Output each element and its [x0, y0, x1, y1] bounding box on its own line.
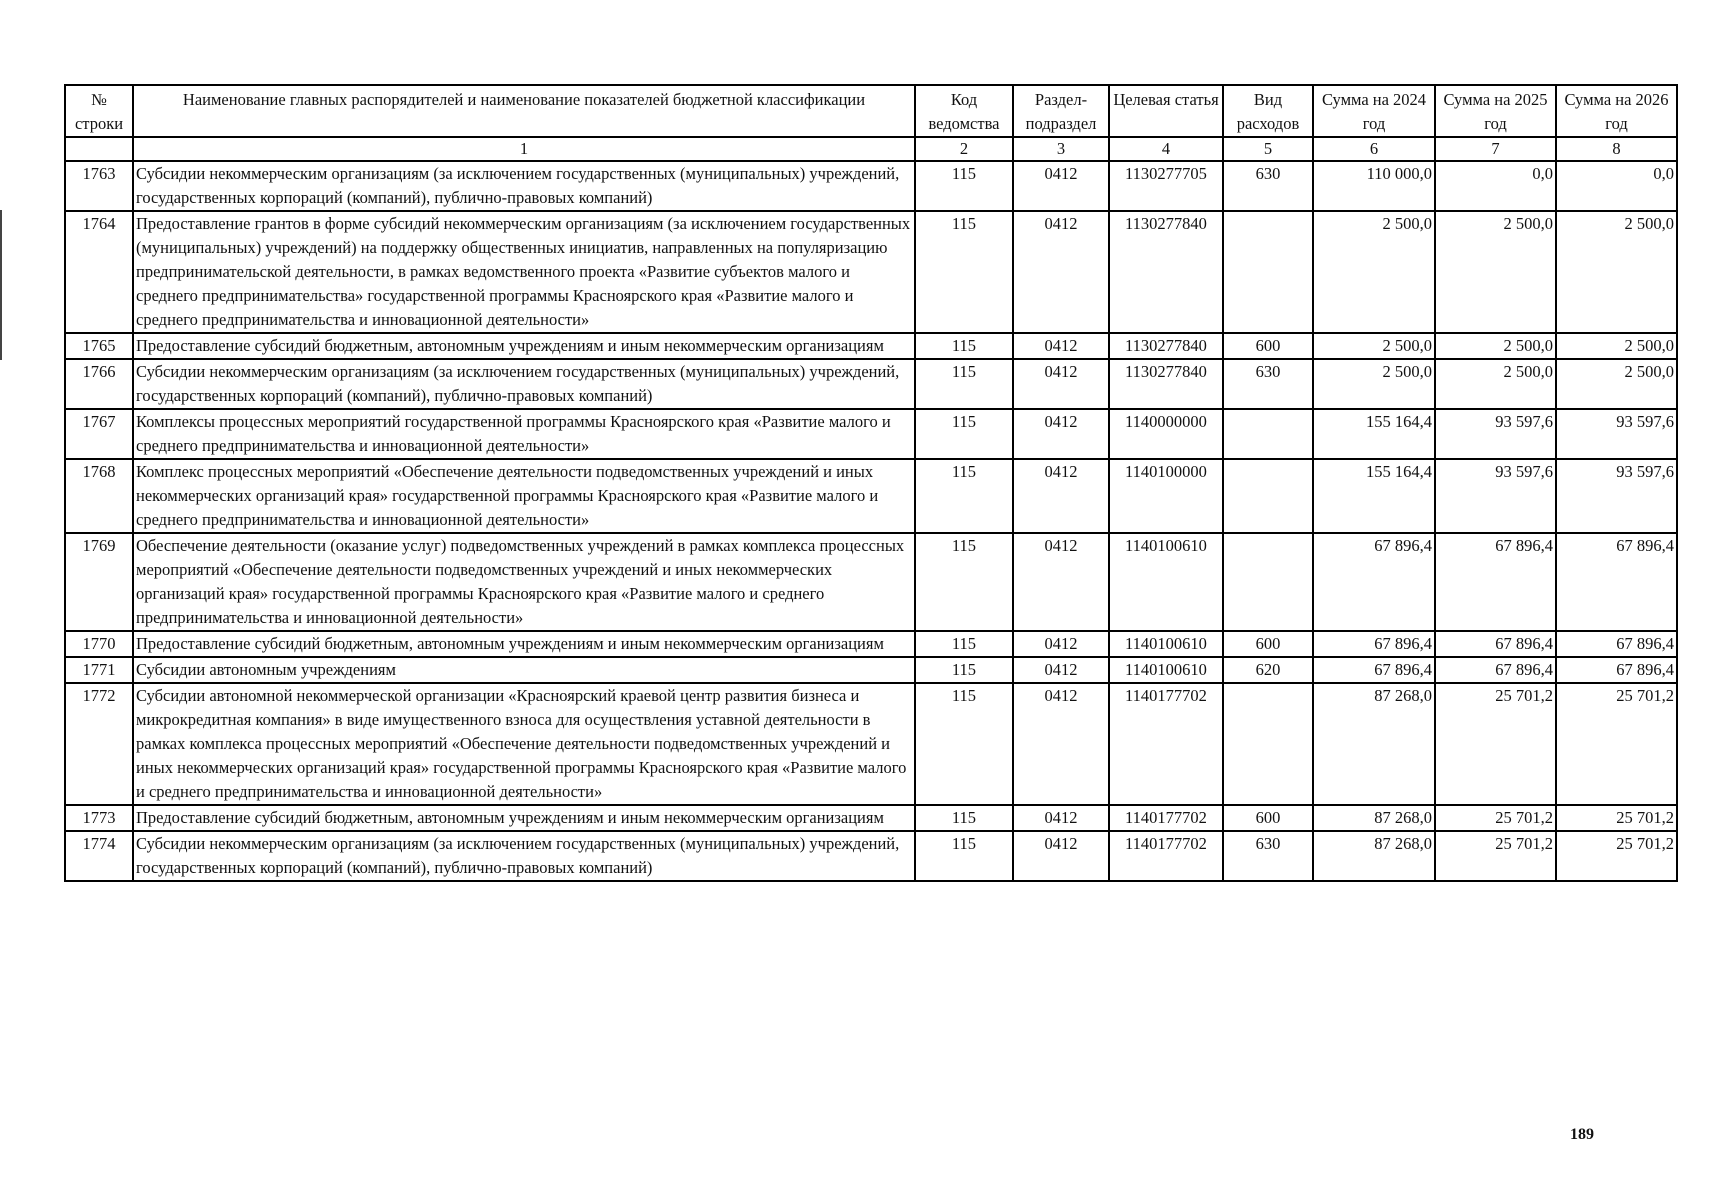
expense-type-cell: 600: [1223, 333, 1313, 359]
sum-2024-cell: 2 500,0: [1313, 211, 1435, 333]
section-cell: 0412: [1013, 161, 1109, 211]
sum-2024-cell: 110 000,0: [1313, 161, 1435, 211]
table-row: [65, 533, 1677, 631]
table-body: [65, 161, 1677, 881]
sum-2024-cell: 87 268,0: [1313, 805, 1435, 831]
row-name-cell: Субсидии некоммерческим организациям (за исключением государственных (муниципальных) учреждений, государственных корпораций (компаний), публично-правовых компаний): [133, 161, 915, 211]
sum-2024-cell: 87 268,0: [1313, 683, 1435, 805]
section-cell: 0412: [1013, 409, 1109, 459]
row-name-cell: Субсидии некоммерческим организациям (за исключением государственных (муниципальных) учреждений, государственных корпораций (компаний), публично-правовых компаний): [133, 831, 915, 881]
header-sum-2024: Сумма на 2024 год: [1313, 85, 1435, 137]
table-row: [65, 631, 1677, 657]
row-name-cell: Субсидии автономным учреждениям: [133, 657, 915, 683]
sum-2026-cell: 67 896,4: [1556, 657, 1677, 683]
section-cell: 0412: [1013, 211, 1109, 333]
row-number-cell: 1772: [65, 683, 133, 805]
department-code-cell: 115: [915, 211, 1013, 333]
header-sum-2026: Сумма на 2026 год: [1556, 85, 1677, 137]
table-row: [65, 409, 1677, 459]
table-row: [65, 161, 1677, 211]
row-number-cell: 1768: [65, 459, 133, 533]
sum-2025-cell: 93 597,6: [1435, 409, 1556, 459]
target-item-cell: 1130277840: [1109, 333, 1223, 359]
expense-type-cell: [1223, 211, 1313, 333]
table-row: [65, 211, 1677, 333]
header-expense-type: Вид расходов: [1223, 85, 1313, 137]
target-item-cell: 1140100610: [1109, 631, 1223, 657]
sum-2025-cell: 67 896,4: [1435, 533, 1556, 631]
header-department-code: Код ведомства: [915, 85, 1013, 137]
table-row: [65, 805, 1677, 831]
column-number: 1: [133, 137, 915, 161]
sum-2026-cell: 2 500,0: [1556, 359, 1677, 409]
sum-2025-cell: 25 701,2: [1435, 831, 1556, 881]
sum-2026-cell: 2 500,0: [1556, 333, 1677, 359]
column-number: 6: [1313, 137, 1435, 161]
department-code-cell: 115: [915, 333, 1013, 359]
section-cell: 0412: [1013, 631, 1109, 657]
section-cell: 0412: [1013, 459, 1109, 533]
sum-2024-cell: 155 164,4: [1313, 459, 1435, 533]
sum-2024-cell: 67 896,4: [1313, 533, 1435, 631]
section-cell: 0412: [1013, 831, 1109, 881]
column-number: 8: [1556, 137, 1677, 161]
column-number: 7: [1435, 137, 1556, 161]
target-item-cell: 1140177702: [1109, 805, 1223, 831]
department-code-cell: 115: [915, 409, 1013, 459]
page-number: 189: [1570, 1126, 1594, 1143]
sum-2025-cell: 0,0: [1435, 161, 1556, 211]
sum-2024-cell: 67 896,4: [1313, 631, 1435, 657]
target-item-cell: 1130277705: [1109, 161, 1223, 211]
target-item-cell: 1140100610: [1109, 657, 1223, 683]
department-code-cell: 115: [915, 805, 1013, 831]
row-name-cell: Обеспечение деятельности (оказание услуг) подведомственных учреждений в рамках комплекса процессных мероприятий «Обеспечение деятельности подведомственных учреждений и иных некоммерческих организаций края» государственной программы Красноярского края «Развитие малого и среднего предпринимательства и инновационной деятельности»: [133, 533, 915, 631]
row-name-cell: Предоставление грантов в форме субсидий некоммерческим организациям (за исключением государственных (муниципальных) учреждений) на поддержку общественных инициатив, направленных на популяризацию предпринимательской деятельности, в рамках ведомственного проекта «Развитие субъектов малого и среднего предпринимательства» государственной программы Красноярского края «Развитие малого и среднего предпринимательства и инновационной деятельности»: [133, 211, 915, 333]
department-code-cell: 115: [915, 831, 1013, 881]
department-code-cell: 115: [915, 631, 1013, 657]
sum-2026-cell: 67 896,4: [1556, 533, 1677, 631]
column-number: [65, 137, 133, 161]
expense-type-cell: [1223, 683, 1313, 805]
table-row: [65, 359, 1677, 409]
table-row: [65, 657, 1677, 683]
expense-type-cell: 620: [1223, 657, 1313, 683]
sum-2025-cell: 25 701,2: [1435, 805, 1556, 831]
row-name-cell: Субсидии некоммерческим организациям (за исключением государственных (муниципальных) учреждений, государственных корпораций (компаний), публично-правовых компаний): [133, 359, 915, 409]
sum-2026-cell: 25 701,2: [1556, 805, 1677, 831]
row-name-cell: Субсидии автономной некоммерческой организации «Красноярский краевой центр развития бизнеса и микрокредитная компания» в виде имущественного взноса для осуществления уставной деятельности в рамках комплекса процессных мероприятий «Обеспечение деятельности подведомственных учреждений и иных некоммерческих организаций края» государственной программы Красноярского края «Развитие малого и среднего предпринимательства и инновационной деятельности»: [133, 683, 915, 805]
row-number-cell: 1771: [65, 657, 133, 683]
header-row-number: № строки: [65, 85, 133, 137]
sum-2026-cell: 67 896,4: [1556, 631, 1677, 657]
sum-2025-cell: 2 500,0: [1435, 211, 1556, 333]
section-cell: 0412: [1013, 683, 1109, 805]
sum-2025-cell: 67 896,4: [1435, 631, 1556, 657]
column-number: 2: [915, 137, 1013, 161]
target-item-cell: 1140000000: [1109, 409, 1223, 459]
column-number: 5: [1223, 137, 1313, 161]
sum-2025-cell: 2 500,0: [1435, 333, 1556, 359]
column-number: 4: [1109, 137, 1223, 161]
target-item-cell: 1140177702: [1109, 831, 1223, 881]
expense-type-cell: 630: [1223, 161, 1313, 211]
department-code-cell: 115: [915, 459, 1013, 533]
target-item-cell: 1140100000: [1109, 459, 1223, 533]
row-number-cell: 1764: [65, 211, 133, 333]
section-cell: 0412: [1013, 657, 1109, 683]
expense-type-cell: [1223, 533, 1313, 631]
header-name: Наименование главных распорядителей и наименование показателей бюджетной классификации: [133, 85, 915, 137]
expense-type-cell: 600: [1223, 805, 1313, 831]
sum-2025-cell: 25 701,2: [1435, 683, 1556, 805]
row-number-cell: 1765: [65, 333, 133, 359]
row-number-cell: 1773: [65, 805, 133, 831]
row-number-cell: 1763: [65, 161, 133, 211]
expense-type-cell: [1223, 459, 1313, 533]
department-code-cell: 115: [915, 657, 1013, 683]
table-header-row: [65, 85, 1677, 137]
row-number-cell: 1769: [65, 533, 133, 631]
target-item-cell: 1130277840: [1109, 211, 1223, 333]
sum-2024-cell: 67 896,4: [1313, 657, 1435, 683]
target-item-cell: 1140100610: [1109, 533, 1223, 631]
department-code-cell: 115: [915, 161, 1013, 211]
section-cell: 0412: [1013, 359, 1109, 409]
table-row: [65, 831, 1677, 881]
expense-type-cell: 630: [1223, 831, 1313, 881]
row-name-cell: Предоставление субсидий бюджетным, автономным учреждениям и иным некоммерческим организациям: [133, 333, 915, 359]
sum-2026-cell: 25 701,2: [1556, 683, 1677, 805]
table-row: [65, 459, 1677, 533]
row-number-cell: 1767: [65, 409, 133, 459]
row-name-cell: Комплексы процессных мероприятий государственной программы Красноярского края «Развитие малого и среднего предпринимательства и инновационной деятельности»: [133, 409, 915, 459]
target-item-cell: 1130277840: [1109, 359, 1223, 409]
sum-2026-cell: 25 701,2: [1556, 831, 1677, 881]
sum-2024-cell: 2 500,0: [1313, 359, 1435, 409]
section-cell: 0412: [1013, 533, 1109, 631]
header-target-item: Целевая статья: [1109, 85, 1223, 137]
header-sum-2025: Сумма на 2025 год: [1435, 85, 1556, 137]
row-name-cell: Предоставление субсидий бюджетным, автономным учреждениям и иным некоммерческим организациям: [133, 805, 915, 831]
row-number-cell: 1774: [65, 831, 133, 881]
target-item-cell: 1140177702: [1109, 683, 1223, 805]
scan-edge-mark: [0, 210, 2, 360]
header-section: Раздел-подраздел: [1013, 85, 1109, 137]
department-code-cell: 115: [915, 533, 1013, 631]
expense-type-cell: 600: [1223, 631, 1313, 657]
table-row: [65, 333, 1677, 359]
expense-type-cell: [1223, 409, 1313, 459]
column-number: 3: [1013, 137, 1109, 161]
sum-2025-cell: 93 597,6: [1435, 459, 1556, 533]
sum-2026-cell: 93 597,6: [1556, 409, 1677, 459]
table-row: [65, 683, 1677, 805]
section-cell: 0412: [1013, 333, 1109, 359]
sum-2024-cell: 87 268,0: [1313, 831, 1435, 881]
sum-2024-cell: 155 164,4: [1313, 409, 1435, 459]
row-name-cell: Комплекс процессных мероприятий «Обеспечение деятельности подведомственных учреждений и иных некоммерческих организаций края» государственной программы Красноярского края «Развитие малого и среднего предпринимательства и инновационной деятельности»: [133, 459, 915, 533]
sum-2026-cell: 93 597,6: [1556, 459, 1677, 533]
sum-2025-cell: 67 896,4: [1435, 657, 1556, 683]
expense-type-cell: 630: [1223, 359, 1313, 409]
sum-2024-cell: 2 500,0: [1313, 333, 1435, 359]
row-number-cell: 1766: [65, 359, 133, 409]
row-number-cell: 1770: [65, 631, 133, 657]
sum-2025-cell: 2 500,0: [1435, 359, 1556, 409]
sum-2026-cell: 0,0: [1556, 161, 1677, 211]
row-name-cell: Предоставление субсидий бюджетным, автономным учреждениям и иным некоммерческим организациям: [133, 631, 915, 657]
section-cell: 0412: [1013, 805, 1109, 831]
budget-table: [64, 84, 1678, 882]
department-code-cell: 115: [915, 683, 1013, 805]
sum-2026-cell: 2 500,0: [1556, 211, 1677, 333]
department-code-cell: 115: [915, 359, 1013, 409]
column-number-row: [65, 137, 1677, 161]
